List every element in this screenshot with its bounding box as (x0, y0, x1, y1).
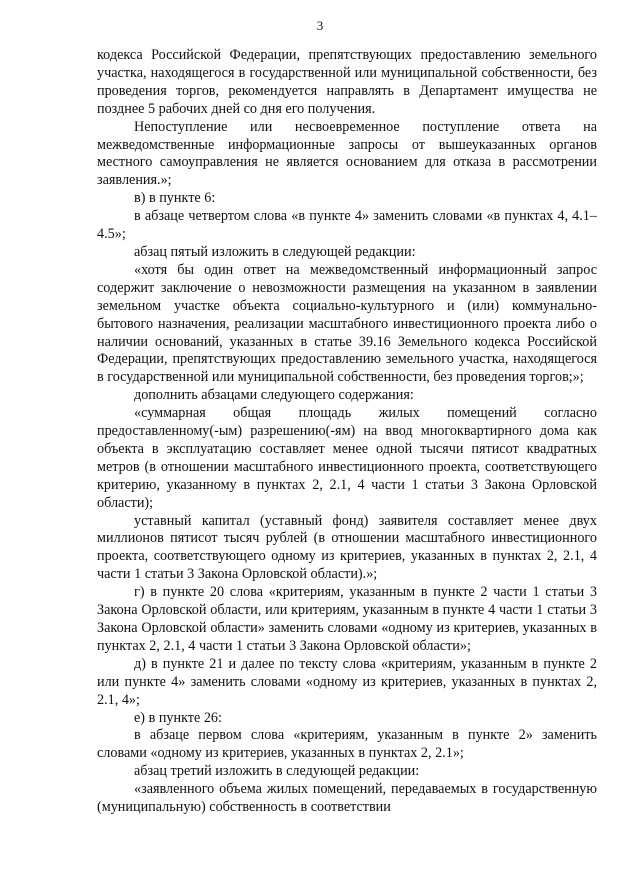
paragraph-13: в абзаце первом слова «критериям, указанным в пункте 2» заменить словами «одному из критериев, указанных в пунктах 2, 2.1»; (97, 727, 597, 762)
paragraph-1: кодекса Российской Федерации, препятствующих предоставлению земельного участка, находящегося в государственной или муниципальной собственности, без проведения торгов, рекомендуется направлять в Департамент имущества не позднее 5 рабочих дней со дня его получения. (97, 47, 597, 117)
paragraph-9: уставный капитал (уставный фонд) заявителя составляет менее двух миллионов пятисот тысяч рублей (в отношении масштабного инвестиционного проекта, соответствующего одному из критериев, указанных в пунктах 2, 2.1, 4 части 1 статьи 3 Закона Орловской области).»; (97, 512, 597, 583)
paragraph-15: «заявленного объема жилых помещений, передаваемых в государственную (муниципальную) собственность в соответствии (97, 781, 597, 816)
paragraph-7: дополнить абзацами следующего содержания: (134, 387, 414, 404)
paragraph-3: в) в пункте 6: (134, 190, 216, 207)
paragraph-12: е) в пункте 26: (134, 709, 222, 726)
paragraph-10: г) в пункте 20 слова «критериям, указанным в пункте 2 части 1 статьи 3 Закона Орловской области, или критериям, указанным в пункте 4 части 1 статьи 3 Закона Орловской области» заменить словами «одному из критериев, указанных в пунктах 2, 2.1, 4 части 1 статьи 3 Закона Орловской области»; (97, 584, 597, 654)
paragraph-5: абзац пятый изложить в следующей редакции: (134, 243, 416, 260)
page-number: 3 (316, 18, 324, 33)
paragraph-11: д) в пункте 21 и далее по тексту слова «критериям, указанным в пункте 2 или пункте 4» заменить словами «одному из критериев, указанных в пунктах 2, 2.1, 4»; (97, 655, 597, 708)
paragraph-4: в абзаце четвертом слова «в пункте 4» заменить словами «в пунктах 4, 4.1–4.5»; (97, 208, 597, 243)
document-body (97, 47, 597, 817)
paragraph-8: «суммарная общая площадь жилых помещений согласно предоставленному(-ым) разрешению(-ям) на ввод многоквартирного дома как объекта в эксплуатацию составляет менее одной тысячи пятисот квадратных метров (в отношении масштабного инвестиционного проекта, соответствующего критерию, указанному в пунктах 2, 2.1, 4 части 1 статьи 3 Закона Орловской области); (97, 405, 597, 511)
paragraph-6: «хотя бы один ответ на межведомственный информационный запрос содержит заключение о невозможности размещения на указанном в заявлении земельном участке объекта социально-культурного и (или) коммунально-бытового назначения, реализации масштабного инвестиционного проекта либо о наличии оснований, указанных в статье 39.16 Земельного кодекса Российской Федерации, препятствующих предоставлению земельного участка, находящегося в государственной или муниципальной собственности, без проведения торгов;»; (97, 261, 597, 386)
paragraph-2: Непоступление или несвоевременное поступление ответа на межведомственные информационные запросы от вышеуказанных органов местного самоуправления не является основанием для отказа в рассмотрении заявления.»; (97, 118, 597, 189)
paragraph-14: абзац третий изложить в следующей редакции: (134, 763, 420, 780)
